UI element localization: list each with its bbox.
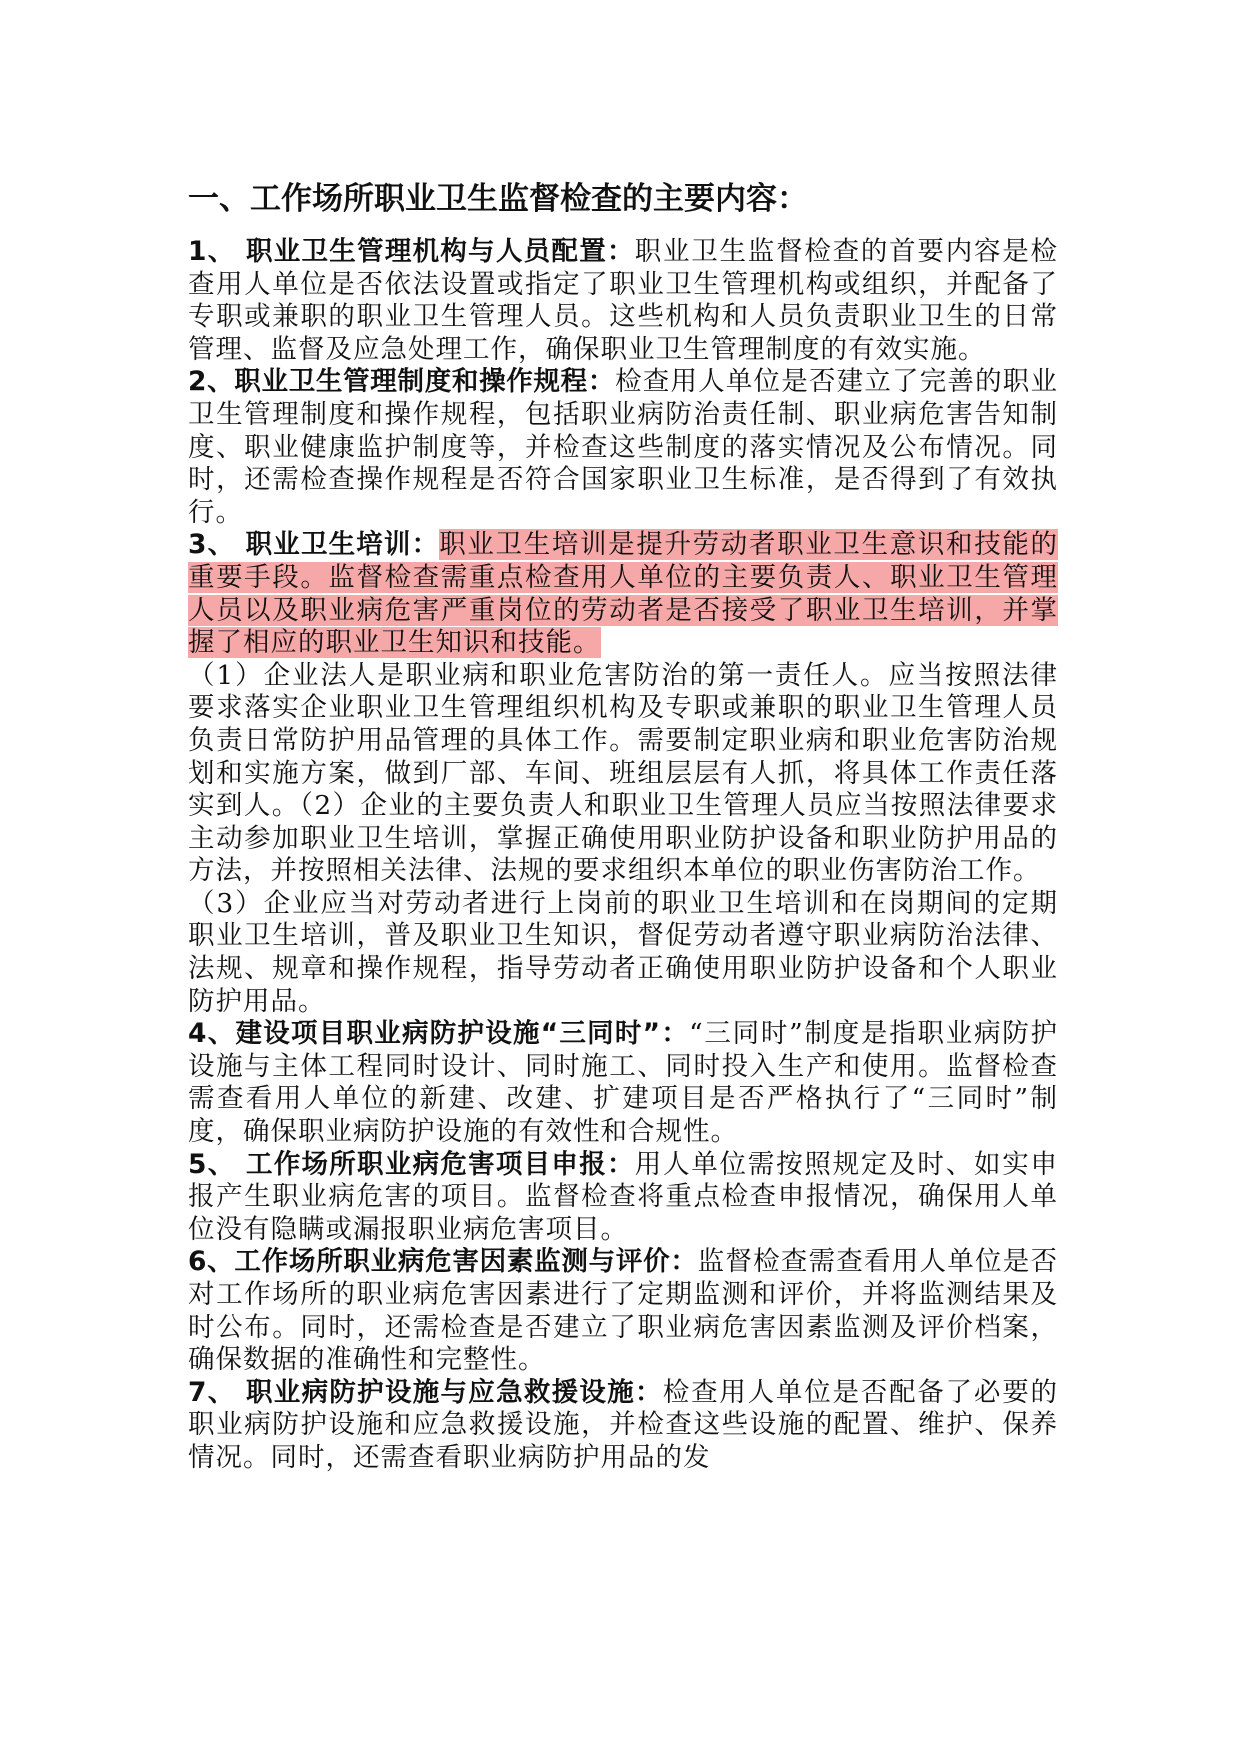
section-3-lead: 3、 职业卫生培训： [188, 529, 440, 561]
section-4 [188, 1018, 1058, 1148]
section-7 [188, 1377, 1058, 1475]
page-heading: 一、工作场所职业卫生监督检查的主要内容： [188, 181, 808, 217]
section-6-body: 监督检查需查看用人单位是否对工作场所的职业病危害因素进行了定期监测和评价，并将监测结果及时公布。同时，还需检查是否建立了职业病危害因素监测及评价档案，确保数据的准确性和完整性。 [188, 1246, 1058, 1376]
section-6-lead: 6、工作场所职业病危害因素监测与评价： [188, 1246, 698, 1278]
section-4-lead: 4、建设项目职业病防护设施“三同时”： [188, 1018, 690, 1050]
section-3-detail-2: （3）企业应当对劳动者进行上岗前的职业卫生培训和在岗期间的定期职业卫生培训，普及职业卫生知识，督促劳动者遵守职业病防治法律、法规、规章和操作规程，指导劳动者正确使用职业防护设备和个人职业防护用品。 [188, 887, 1058, 1017]
section-1-body: 职业卫生监督检查的首要内容是检查用人单位是否依法设置或指定了职业卫生管理机构或组织，并配备了专职或兼职的职业卫生管理人员。这些机构和人员负责职业卫生的日常管理、监督及应急处理工作，确保职业卫生管理制度的有效实施。 [188, 236, 1058, 365]
section-1-lead: 1、 职业卫生管理机构与人员配置： [188, 236, 635, 267]
section-5-lead: 5、 工作场所职业病危害项目申报： [188, 1148, 635, 1180]
section-1 [188, 236, 1058, 366]
section-2-lead: 2、职业卫生管理制度和操作规程： [188, 366, 616, 398]
section-6 [188, 1246, 1058, 1376]
section-2-body: 检查用人单位是否建立了完善的职业卫生管理制度和操作规程，包括职业病防治责任制、职业病危害告知制度、职业健康监护制度等，并检查这些制度的落实情况及公布情况。同时，还需检查操作规程是否符合国家职业卫生标准，是否得到了有效执行。 [188, 366, 1058, 528]
section-2 [188, 366, 1058, 529]
section-7-lead: 7、 职业病防护设施与应急救援设施： [188, 1376, 663, 1408]
section-3 [188, 529, 1058, 659]
section-4-body: “三同时”制度是指职业病防护设施与主体工程同时设计、同时施工、同时投入生产和使用。监督检查需查看用人单位的新建、改建、扩建项目是否严格执行了“三同时”制度，确保职业病防护设施的有效性和合规性。 [188, 1018, 1058, 1148]
section-3-highlighted-body: 职业卫生培训是提升劳动者职业卫生意识和技能的重要手段。监督检查需重点检查用人单位的主要负责人、职业卫生管理人员以及职业病危害严重岗位的劳动者是否接受了职业卫生培训，并掌握了相应的职业卫生知识和技能。 [188, 529, 1059, 659]
section-5-body: 用人单位需按照规定及时、如实申报产生职业病危害的项目。监督检查将重点检查申报情况，确保用人单位没有隐瞒或漏报职业病危害项目。 [188, 1148, 1058, 1245]
section-5 [188, 1149, 1058, 1247]
section-3-detail-1: （1）企业法人是职业病和职业危害防治的第一责任人。应当按照法律要求落实企业职业卫生管理组织机构及专职或兼职的职业卫生管理人员负责日常防护用品管理的具体工作。需要制定职业病和职业危害防治规划和实施方案，做到厂部、车间、班组层层有人抓，将具体工作责任落实到人。（2）企业的主要负责人和职业卫生管理人员应当按照法律要求主动参加职业卫生培训，掌握正确使用职业防护设备和职业防护用品的方法，并按照相关法律、法规的要求组织本单位的职业伤害防治工作。 [188, 659, 1058, 887]
section-7-body: 检查用人单位是否配备了必要的职业病防护设施和应急救援设施，并检查这些设施的配置、维护、保养情况。同时，还需查看职业病防护用品的发 [188, 1376, 1058, 1473]
document-page [188, 178, 1058, 1475]
